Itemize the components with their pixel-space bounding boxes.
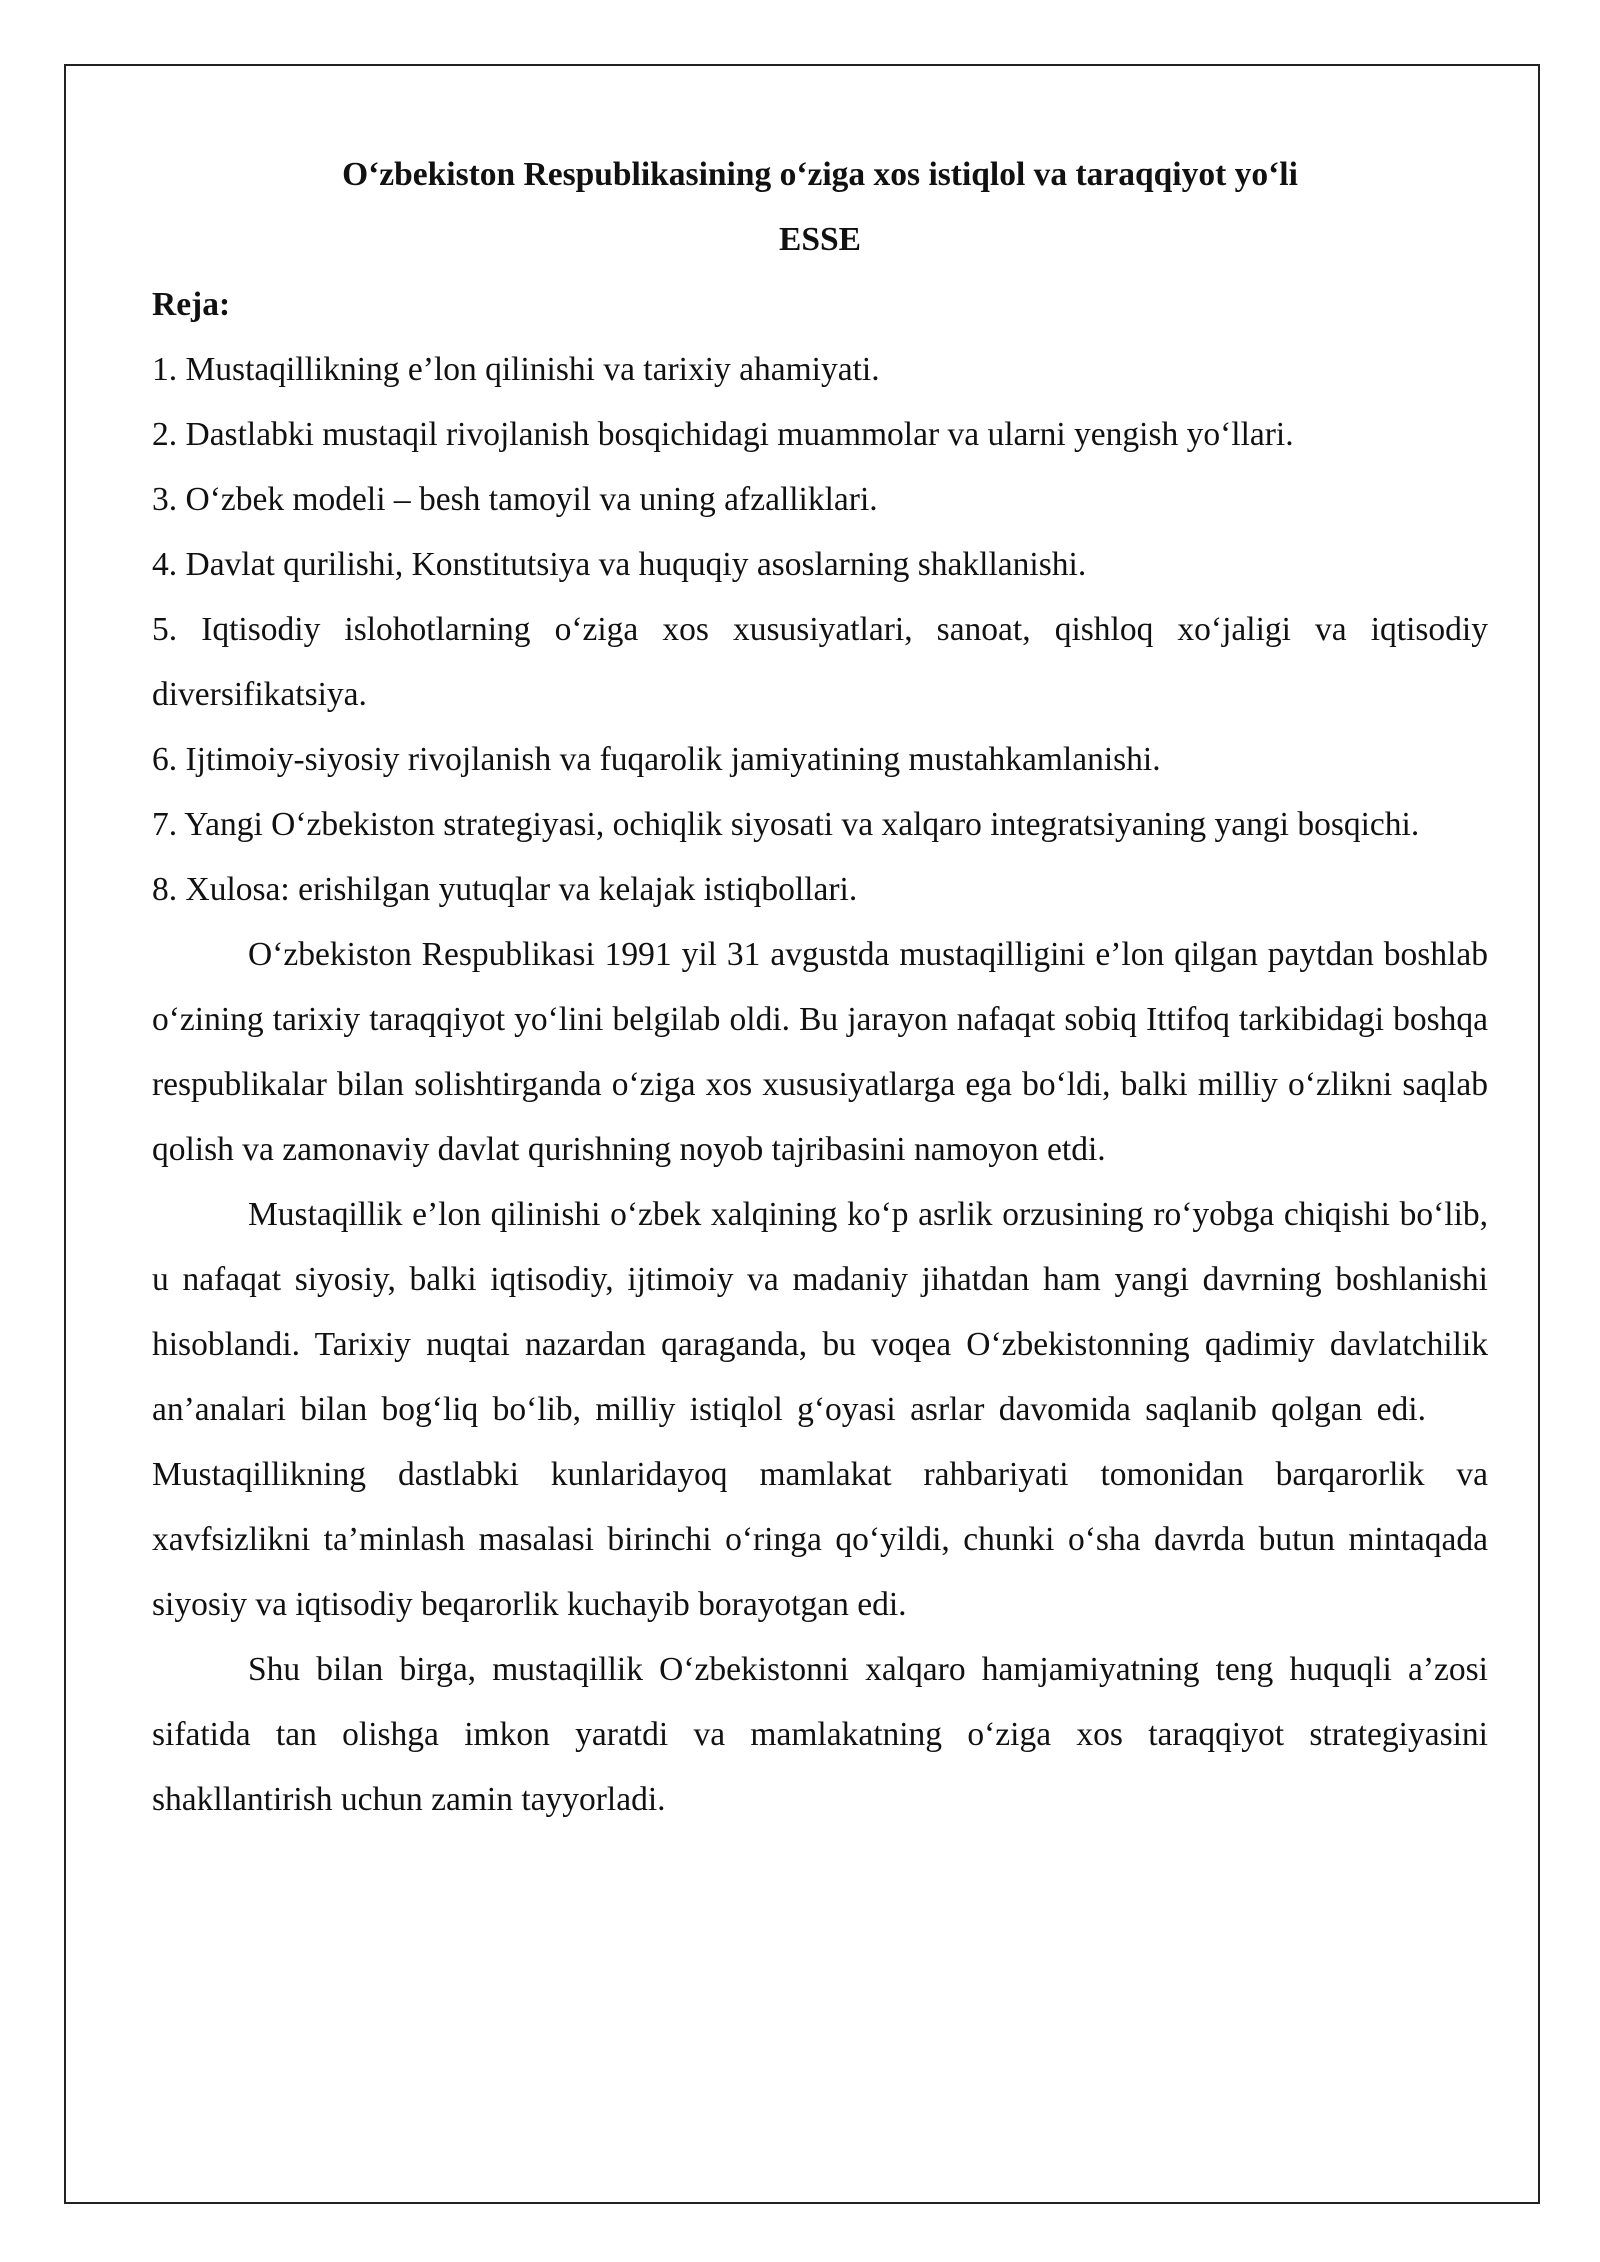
plan-item: 1. Mustaqillikning e’lon qilinishi va tarixiy ahamiyati.	[152, 351, 880, 388]
document-title: O‘zbekiston Respublikasining o‘ziga xos istiqlol va taraqqiyot yo‘li	[342, 156, 1298, 193]
plan-item: 7. Yangi O‘zbekiston strategiyasi, ochiqlik siyosati va xalqaro integratsiyaning yangi bosqichi.	[152, 806, 1420, 843]
document-subtitle: ESSE	[779, 221, 861, 258]
body-paragraph	[152, 1637, 1488, 1832]
plan-item: 4. Davlat qurilishi, Konstitutsiya va huquqiy asoslarning shakllanishi.	[152, 546, 1087, 583]
body-paragraph	[152, 922, 1488, 1182]
paragraph-text: O‘zbekiston Respublikasi 1991 yil 31 avgustda mustaqilligini e’lon qilgan paytdan boshlab o‘zining tarixiy taraqqiyot yo‘lini belgilab oldi. Bu jarayon nafaqat sobiq Ittifoq tarkibidagi boshqa respublikalar bilan solishtirganda o‘ziga xos xususiyatlarga ega bo‘ldi, balki milliy o‘zlikni saqlab qolish va zamonaviy davlat qurishning noyob tajribasini namoyon etdi.	[152, 936, 1488, 1168]
plan-list	[152, 337, 1488, 922]
body-paragraph	[152, 1182, 1488, 1637]
plan-item: 6. Ijtimoiy-siyosiy rivojlanish va fuqarolik jamiyatining mustahkamlanishi.	[152, 741, 1161, 778]
plan-item: 8. Xulosa: erishilgan yutuqlar va kelajak istiqbollari.	[152, 871, 858, 908]
plan-item: 3. O‘zbek modeli – besh tamoyil va uning afzalliklari.	[152, 481, 878, 518]
document-body	[152, 142, 1488, 1832]
plan-item: 2. Dastlabki mustaqil rivojlanish bosqichidagi muammolar va ularni yengish yo‘llari.	[152, 416, 1294, 453]
plan-item: 5. Iqtisodiy islohotlarning o‘ziga xos xususiyatlari, sanoat, qishloq xo‘jaligi va iqtisodiy diversifikatsiya.	[152, 611, 1488, 713]
paragraph-text: Mustaqillik e’lon qilinishi o‘zbek xalqining ko‘p asrlik orzusining ro‘yobga chiqishi bo‘lib, u nafaqat siyosiy, balki iqtisodiy, ijtimoiy va madaniy jihatdan ham yangi davrning boshlanishi hisoblandi. Tarixiy nuqtai nazardan qaraganda, bu voqea O‘zbekistonning qadimiy davlatchilik an’analari bilan bog‘liq bo‘lib, milliy istiqlol g‘oyasi asrlar davomida saqlanib qolgan edi.	[152, 1196, 1488, 1428]
paragraph-text: Shu bilan birga, mustaqillik O‘zbekistonni xalqaro hamjamiyatning teng huquqli a’zosi sifatida tan olishga imkon yaratdi va mamlakatning o‘ziga xos taraqqiyot strategiyasini shakllantirish uchun zamin tayyorladi.	[152, 1651, 1488, 1818]
plan-heading: Reja:	[152, 286, 231, 323]
paragraph-text: Mustaqillikning dastlabki kunlaridayoq mamlakat rahbariyati tomonidan barqarorlik va xavfsizlikni ta’minlash masalasi birinchi o‘ringa qo‘yildi, chunki o‘sha davrda butun mintaqada siyosiy va iqtisodiy beqarorlik kuchayib borayotgan edi.	[152, 1456, 1488, 1623]
